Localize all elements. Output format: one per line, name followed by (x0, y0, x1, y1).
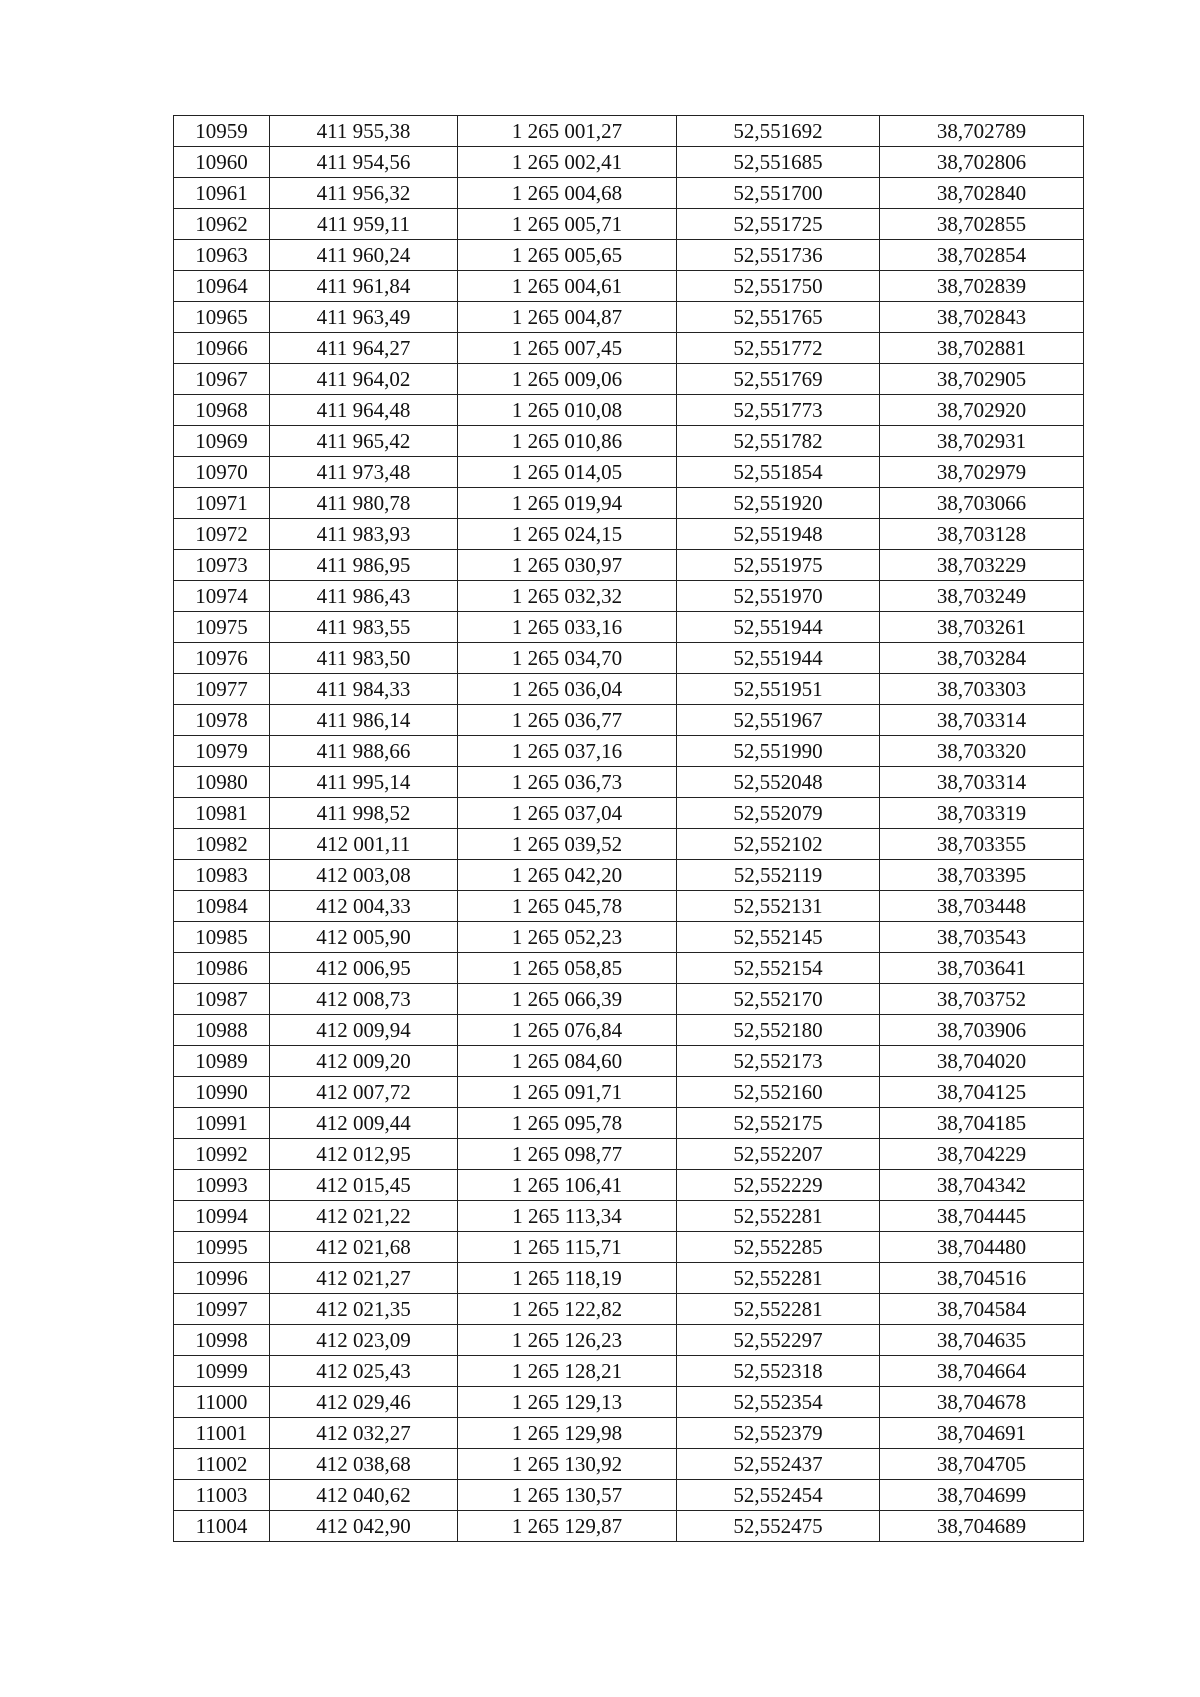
x-coordinate-cell: 411 956,32 (270, 178, 458, 209)
table-row (174, 178, 1084, 209)
latitude-cell: 52,552354 (677, 1387, 880, 1418)
table-row (174, 736, 1084, 767)
x-coordinate-cell: 411 995,14 (270, 767, 458, 798)
table-row (174, 395, 1084, 426)
longitude-cell: 38,703906 (880, 1015, 1084, 1046)
longitude-cell: 38,703066 (880, 488, 1084, 519)
point-number-cell: 10963 (174, 240, 270, 271)
latitude-cell: 52,551782 (677, 426, 880, 457)
point-number-cell: 10996 (174, 1263, 270, 1294)
y-coordinate-cell: 1 265 036,04 (458, 674, 677, 705)
y-coordinate-cell: 1 265 019,94 (458, 488, 677, 519)
longitude-cell: 38,702855 (880, 209, 1084, 240)
table-row (174, 364, 1084, 395)
latitude-cell: 52,552180 (677, 1015, 880, 1046)
y-coordinate-cell: 1 265 007,45 (458, 333, 677, 364)
table-row (174, 1263, 1084, 1294)
table-row (174, 829, 1084, 860)
point-number-cell: 10959 (174, 116, 270, 147)
x-coordinate-cell: 412 009,94 (270, 1015, 458, 1046)
y-coordinate-cell: 1 265 034,70 (458, 643, 677, 674)
table-row (174, 643, 1084, 674)
point-number-cell: 11004 (174, 1511, 270, 1542)
y-coordinate-cell: 1 265 129,87 (458, 1511, 677, 1542)
y-coordinate-cell: 1 265 042,20 (458, 860, 677, 891)
y-coordinate-cell: 1 265 037,04 (458, 798, 677, 829)
longitude-cell: 38,703229 (880, 550, 1084, 581)
x-coordinate-cell: 412 001,11 (270, 829, 458, 860)
longitude-cell: 38,704125 (880, 1077, 1084, 1108)
latitude-cell: 52,552281 (677, 1263, 880, 1294)
longitude-cell: 38,703314 (880, 767, 1084, 798)
longitude-cell: 38,703448 (880, 891, 1084, 922)
latitude-cell: 52,552145 (677, 922, 880, 953)
point-number-cell: 10966 (174, 333, 270, 364)
longitude-cell: 38,702843 (880, 302, 1084, 333)
x-coordinate-cell: 411 988,66 (270, 736, 458, 767)
point-number-cell: 10982 (174, 829, 270, 860)
y-coordinate-cell: 1 265 098,77 (458, 1139, 677, 1170)
latitude-cell: 52,551685 (677, 147, 880, 178)
x-coordinate-cell: 411 983,50 (270, 643, 458, 674)
latitude-cell: 52,551951 (677, 674, 880, 705)
latitude-cell: 52,552379 (677, 1418, 880, 1449)
latitude-cell: 52,552173 (677, 1046, 880, 1077)
longitude-cell: 38,703303 (880, 674, 1084, 705)
point-number-cell: 10977 (174, 674, 270, 705)
x-coordinate-cell: 411 986,95 (270, 550, 458, 581)
point-number-cell: 10984 (174, 891, 270, 922)
x-coordinate-cell: 411 973,48 (270, 457, 458, 488)
y-coordinate-cell: 1 265 115,71 (458, 1232, 677, 1263)
table-row (174, 1418, 1084, 1449)
x-coordinate-cell: 411 955,38 (270, 116, 458, 147)
longitude-cell: 38,703641 (880, 953, 1084, 984)
point-number-cell: 10994 (174, 1201, 270, 1232)
point-number-cell: 10968 (174, 395, 270, 426)
point-number-cell: 10972 (174, 519, 270, 550)
y-coordinate-cell: 1 265 036,77 (458, 705, 677, 736)
y-coordinate-cell: 1 265 009,06 (458, 364, 677, 395)
x-coordinate-cell: 411 963,49 (270, 302, 458, 333)
y-coordinate-cell: 1 265 052,23 (458, 922, 677, 953)
latitude-cell: 52,551975 (677, 550, 880, 581)
longitude-cell: 38,704229 (880, 1139, 1084, 1170)
table-row (174, 209, 1084, 240)
point-number-cell: 10967 (174, 364, 270, 395)
longitude-cell: 38,703249 (880, 581, 1084, 612)
y-coordinate-cell: 1 265 033,16 (458, 612, 677, 643)
table-row (174, 457, 1084, 488)
table-row (174, 426, 1084, 457)
longitude-cell: 38,704342 (880, 1170, 1084, 1201)
latitude-cell: 52,552119 (677, 860, 880, 891)
point-number-cell: 10962 (174, 209, 270, 240)
point-number-cell: 10986 (174, 953, 270, 984)
x-coordinate-cell: 411 986,14 (270, 705, 458, 736)
table-row (174, 333, 1084, 364)
point-number-cell: 10971 (174, 488, 270, 519)
x-coordinate-cell: 412 012,95 (270, 1139, 458, 1170)
table-row (174, 1077, 1084, 1108)
latitude-cell: 52,551772 (677, 333, 880, 364)
point-number-cell: 11002 (174, 1449, 270, 1480)
point-number-cell: 11003 (174, 1480, 270, 1511)
longitude-cell: 38,704480 (880, 1232, 1084, 1263)
point-number-cell: 10965 (174, 302, 270, 333)
y-coordinate-cell: 1 265 113,34 (458, 1201, 677, 1232)
longitude-cell: 38,704584 (880, 1294, 1084, 1325)
x-coordinate-cell: 411 986,43 (270, 581, 458, 612)
latitude-cell: 52,551725 (677, 209, 880, 240)
latitude-cell: 52,551692 (677, 116, 880, 147)
latitude-cell: 52,552207 (677, 1139, 880, 1170)
x-coordinate-cell: 411 961,84 (270, 271, 458, 302)
latitude-cell: 52,551854 (677, 457, 880, 488)
x-coordinate-cell: 412 006,95 (270, 953, 458, 984)
y-coordinate-cell: 1 265 014,05 (458, 457, 677, 488)
point-number-cell: 10983 (174, 860, 270, 891)
longitude-cell: 38,703355 (880, 829, 1084, 860)
point-number-cell: 10981 (174, 798, 270, 829)
table-row (174, 1325, 1084, 1356)
latitude-cell: 52,552229 (677, 1170, 880, 1201)
latitude-cell: 52,551990 (677, 736, 880, 767)
x-coordinate-cell: 411 954,56 (270, 147, 458, 178)
table-row (174, 860, 1084, 891)
table-row (174, 1201, 1084, 1232)
y-coordinate-cell: 1 265 076,84 (458, 1015, 677, 1046)
latitude-cell: 52,551944 (677, 643, 880, 674)
longitude-cell: 38,702840 (880, 178, 1084, 209)
table-row (174, 581, 1084, 612)
x-coordinate-cell: 412 038,68 (270, 1449, 458, 1480)
table-row (174, 1511, 1084, 1542)
x-coordinate-cell: 412 003,08 (270, 860, 458, 891)
y-coordinate-cell: 1 265 122,82 (458, 1294, 677, 1325)
table-row (174, 612, 1084, 643)
y-coordinate-cell: 1 265 002,41 (458, 147, 677, 178)
point-number-cell: 11000 (174, 1387, 270, 1418)
y-coordinate-cell: 1 265 129,13 (458, 1387, 677, 1418)
point-number-cell: 10990 (174, 1077, 270, 1108)
longitude-cell: 38,704185 (880, 1108, 1084, 1139)
table-row (174, 1170, 1084, 1201)
table-row (174, 1139, 1084, 1170)
point-number-cell: 11001 (174, 1418, 270, 1449)
table-row (174, 1015, 1084, 1046)
longitude-cell: 38,704689 (880, 1511, 1084, 1542)
x-coordinate-cell: 412 042,90 (270, 1511, 458, 1542)
point-number-cell: 10991 (174, 1108, 270, 1139)
x-coordinate-cell: 411 983,55 (270, 612, 458, 643)
x-coordinate-cell: 412 008,73 (270, 984, 458, 1015)
longitude-cell: 38,703319 (880, 798, 1084, 829)
point-number-cell: 10988 (174, 1015, 270, 1046)
latitude-cell: 52,552437 (677, 1449, 880, 1480)
table-row (174, 1387, 1084, 1418)
y-coordinate-cell: 1 265 130,92 (458, 1449, 677, 1480)
longitude-cell: 38,702854 (880, 240, 1084, 271)
latitude-cell: 52,552102 (677, 829, 880, 860)
point-number-cell: 10978 (174, 705, 270, 736)
table-row (174, 302, 1084, 333)
longitude-cell: 38,702979 (880, 457, 1084, 488)
y-coordinate-cell: 1 265 128,21 (458, 1356, 677, 1387)
latitude-cell: 52,552281 (677, 1294, 880, 1325)
x-coordinate-cell: 412 029,46 (270, 1387, 458, 1418)
longitude-cell: 38,703320 (880, 736, 1084, 767)
y-coordinate-cell: 1 265 030,97 (458, 550, 677, 581)
table-row (174, 798, 1084, 829)
latitude-cell: 52,552285 (677, 1232, 880, 1263)
x-coordinate-cell: 411 998,52 (270, 798, 458, 829)
latitude-cell: 52,552297 (677, 1325, 880, 1356)
point-number-cell: 10980 (174, 767, 270, 798)
longitude-cell: 38,703314 (880, 705, 1084, 736)
point-number-cell: 10975 (174, 612, 270, 643)
point-number-cell: 10993 (174, 1170, 270, 1201)
longitude-cell: 38,702789 (880, 116, 1084, 147)
x-coordinate-cell: 412 023,09 (270, 1325, 458, 1356)
y-coordinate-cell: 1 265 066,39 (458, 984, 677, 1015)
point-number-cell: 10998 (174, 1325, 270, 1356)
table-row (174, 1294, 1084, 1325)
longitude-cell: 38,704705 (880, 1449, 1084, 1480)
longitude-cell: 38,703752 (880, 984, 1084, 1015)
table-row (174, 271, 1084, 302)
table-row (174, 1046, 1084, 1077)
longitude-cell: 38,702881 (880, 333, 1084, 364)
y-coordinate-cell: 1 265 095,78 (458, 1108, 677, 1139)
point-number-cell: 10976 (174, 643, 270, 674)
longitude-cell: 38,704678 (880, 1387, 1084, 1418)
table-row (174, 1232, 1084, 1263)
x-coordinate-cell: 412 007,72 (270, 1077, 458, 1108)
y-coordinate-cell: 1 265 004,61 (458, 271, 677, 302)
longitude-cell: 38,704445 (880, 1201, 1084, 1232)
y-coordinate-cell: 1 265 037,16 (458, 736, 677, 767)
table-row (174, 550, 1084, 581)
x-coordinate-cell: 412 040,62 (270, 1480, 458, 1511)
longitude-cell: 38,702905 (880, 364, 1084, 395)
x-coordinate-cell: 412 021,68 (270, 1232, 458, 1263)
latitude-cell: 52,551970 (677, 581, 880, 612)
y-coordinate-cell: 1 265 039,52 (458, 829, 677, 860)
longitude-cell: 38,703395 (880, 860, 1084, 891)
y-coordinate-cell: 1 265 130,57 (458, 1480, 677, 1511)
table-row (174, 1449, 1084, 1480)
point-number-cell: 10960 (174, 147, 270, 178)
point-number-cell: 10997 (174, 1294, 270, 1325)
table-row (174, 953, 1084, 984)
latitude-cell: 52,551765 (677, 302, 880, 333)
point-number-cell: 10974 (174, 581, 270, 612)
y-coordinate-cell: 1 265 118,19 (458, 1263, 677, 1294)
y-coordinate-cell: 1 265 001,27 (458, 116, 677, 147)
latitude-cell: 52,552154 (677, 953, 880, 984)
longitude-cell: 38,704664 (880, 1356, 1084, 1387)
y-coordinate-cell: 1 265 032,32 (458, 581, 677, 612)
latitude-cell: 52,551750 (677, 271, 880, 302)
table-row (174, 984, 1084, 1015)
coordinates-table (173, 115, 1084, 1542)
coordinates-table-body (174, 116, 1084, 1542)
y-coordinate-cell: 1 265 004,87 (458, 302, 677, 333)
table-row (174, 240, 1084, 271)
y-coordinate-cell: 1 265 106,41 (458, 1170, 677, 1201)
latitude-cell: 52,552079 (677, 798, 880, 829)
point-number-cell: 10985 (174, 922, 270, 953)
x-coordinate-cell: 412 021,22 (270, 1201, 458, 1232)
latitude-cell: 52,551700 (677, 178, 880, 209)
latitude-cell: 52,551948 (677, 519, 880, 550)
longitude-cell: 38,702931 (880, 426, 1084, 457)
x-coordinate-cell: 412 004,33 (270, 891, 458, 922)
latitude-cell: 52,551967 (677, 705, 880, 736)
y-coordinate-cell: 1 265 129,98 (458, 1418, 677, 1449)
x-coordinate-cell: 411 960,24 (270, 240, 458, 271)
table-row (174, 674, 1084, 705)
x-coordinate-cell: 411 964,02 (270, 364, 458, 395)
x-coordinate-cell: 412 015,45 (270, 1170, 458, 1201)
y-coordinate-cell: 1 265 084,60 (458, 1046, 677, 1077)
point-number-cell: 10987 (174, 984, 270, 1015)
longitude-cell: 38,704020 (880, 1046, 1084, 1077)
point-number-cell: 10970 (174, 457, 270, 488)
point-number-cell: 10995 (174, 1232, 270, 1263)
latitude-cell: 52,552160 (677, 1077, 880, 1108)
y-coordinate-cell: 1 265 058,85 (458, 953, 677, 984)
longitude-cell: 38,704699 (880, 1480, 1084, 1511)
longitude-cell: 38,703128 (880, 519, 1084, 550)
y-coordinate-cell: 1 265 126,23 (458, 1325, 677, 1356)
y-coordinate-cell: 1 265 010,08 (458, 395, 677, 426)
latitude-cell: 52,552170 (677, 984, 880, 1015)
latitude-cell: 52,551736 (677, 240, 880, 271)
y-coordinate-cell: 1 265 091,71 (458, 1077, 677, 1108)
latitude-cell: 52,552048 (677, 767, 880, 798)
y-coordinate-cell: 1 265 005,71 (458, 209, 677, 240)
longitude-cell: 38,703261 (880, 612, 1084, 643)
x-coordinate-cell: 411 984,33 (270, 674, 458, 705)
latitude-cell: 52,551769 (677, 364, 880, 395)
y-coordinate-cell: 1 265 004,68 (458, 178, 677, 209)
x-coordinate-cell: 411 959,11 (270, 209, 458, 240)
point-number-cell: 10964 (174, 271, 270, 302)
longitude-cell: 38,703284 (880, 643, 1084, 674)
x-coordinate-cell: 412 025,43 (270, 1356, 458, 1387)
table-row (174, 116, 1084, 147)
x-coordinate-cell: 411 965,42 (270, 426, 458, 457)
table-row (174, 147, 1084, 178)
latitude-cell: 52,551773 (677, 395, 880, 426)
point-number-cell: 10969 (174, 426, 270, 457)
longitude-cell: 38,704516 (880, 1263, 1084, 1294)
latitude-cell: 52,552475 (677, 1511, 880, 1542)
x-coordinate-cell: 412 021,35 (270, 1294, 458, 1325)
point-number-cell: 10961 (174, 178, 270, 209)
table-row (174, 1356, 1084, 1387)
table-row (174, 705, 1084, 736)
x-coordinate-cell: 411 983,93 (270, 519, 458, 550)
point-number-cell: 10979 (174, 736, 270, 767)
latitude-cell: 52,552318 (677, 1356, 880, 1387)
longitude-cell: 38,702839 (880, 271, 1084, 302)
latitude-cell: 52,552281 (677, 1201, 880, 1232)
table-row (174, 519, 1084, 550)
latitude-cell: 52,552454 (677, 1480, 880, 1511)
y-coordinate-cell: 1 265 010,86 (458, 426, 677, 457)
x-coordinate-cell: 412 032,27 (270, 1418, 458, 1449)
latitude-cell: 52,552131 (677, 891, 880, 922)
table-row (174, 891, 1084, 922)
latitude-cell: 52,552175 (677, 1108, 880, 1139)
y-coordinate-cell: 1 265 036,73 (458, 767, 677, 798)
point-number-cell: 10992 (174, 1139, 270, 1170)
table-row (174, 767, 1084, 798)
y-coordinate-cell: 1 265 045,78 (458, 891, 677, 922)
table-row (174, 1480, 1084, 1511)
point-number-cell: 10999 (174, 1356, 270, 1387)
x-coordinate-cell: 412 009,44 (270, 1108, 458, 1139)
x-coordinate-cell: 412 021,27 (270, 1263, 458, 1294)
longitude-cell: 38,704691 (880, 1418, 1084, 1449)
point-number-cell: 10973 (174, 550, 270, 581)
longitude-cell: 38,703543 (880, 922, 1084, 953)
latitude-cell: 52,551920 (677, 488, 880, 519)
latitude-cell: 52,551944 (677, 612, 880, 643)
x-coordinate-cell: 411 964,27 (270, 333, 458, 364)
longitude-cell: 38,702920 (880, 395, 1084, 426)
x-coordinate-cell: 412 009,20 (270, 1046, 458, 1077)
longitude-cell: 38,702806 (880, 147, 1084, 178)
y-coordinate-cell: 1 265 005,65 (458, 240, 677, 271)
table-row (174, 488, 1084, 519)
x-coordinate-cell: 411 964,48 (270, 395, 458, 426)
longitude-cell: 38,704635 (880, 1325, 1084, 1356)
x-coordinate-cell: 411 980,78 (270, 488, 458, 519)
table-row (174, 1108, 1084, 1139)
y-coordinate-cell: 1 265 024,15 (458, 519, 677, 550)
table-row (174, 922, 1084, 953)
x-coordinate-cell: 412 005,90 (270, 922, 458, 953)
point-number-cell: 10989 (174, 1046, 270, 1077)
